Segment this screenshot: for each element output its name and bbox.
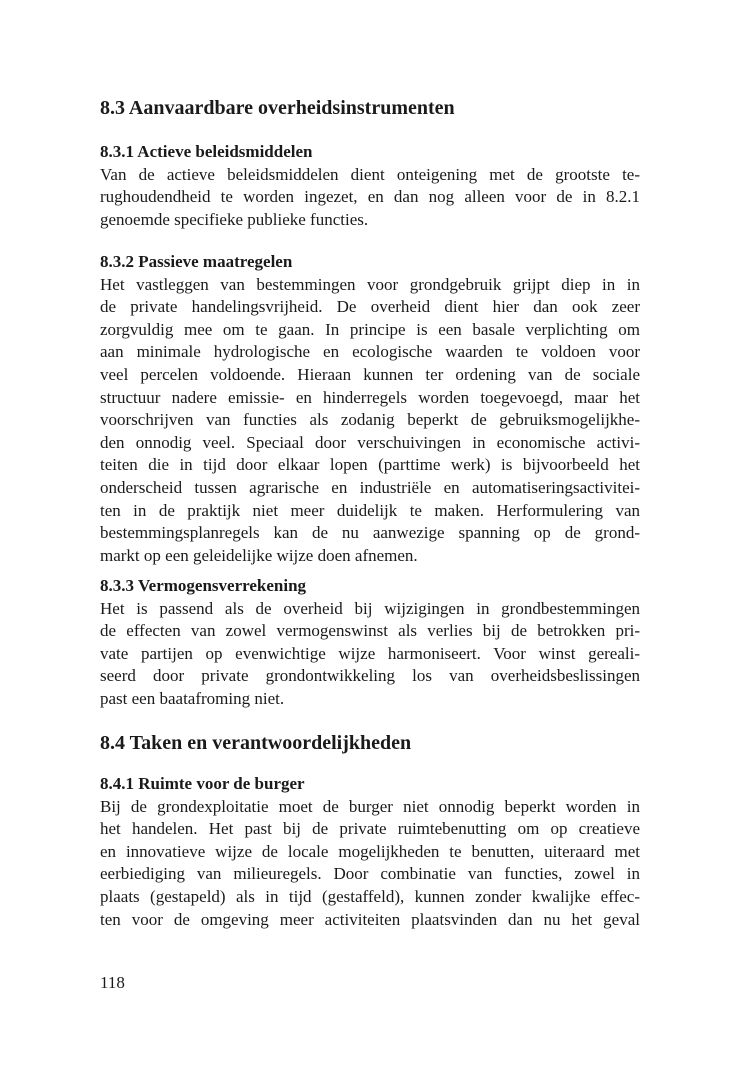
paragraph-line: bestemmingsplanregels kan de nu aanwezige spanning op de grond- bbox=[100, 523, 640, 543]
section-heading-8-3: 8.3 Aanvaardbare overheidsinstrumenten bbox=[100, 97, 455, 119]
paragraph-line: voorschrijven van functies als zodanig beperkt de gebruiksmogelijkhe- bbox=[100, 410, 640, 430]
subsection-8-4-1 bbox=[100, 773, 640, 931]
subsection-heading-8-3-1: 8.3.1 Actieve beleidsmiddelen bbox=[100, 142, 313, 161]
subsection-8-3-1 bbox=[100, 141, 640, 231]
paragraph-line: de effecten van zowel vermogenswinst als verlies bij de betrokken pri- bbox=[100, 621, 640, 641]
paragraph-line: vate partijen op evenwichtige wijze harmoniseert. Voor winst gereali- bbox=[100, 643, 640, 663]
paragraph-line: aan minimale hydrologische en ecologische waarden te voldoen voor bbox=[100, 342, 640, 362]
paragraph-line: structuur nadere emissie- en hinderregels worden toegevoegd, maar het bbox=[100, 387, 640, 407]
section-heading-8-4: 8.4 Taken en verantwoordelijkheden bbox=[100, 732, 412, 754]
paragraph-line: plaats (gestapeld) als in tijd (gestaffeld), kunnen zonder kwalijke effec- bbox=[100, 886, 640, 906]
paragraph-line: onderscheid tussen agrarische en industriële en automatiseringsactivitei- bbox=[100, 477, 640, 497]
paragraph-line: ten voor de omgeving meer activiteiten plaatsvinden dan nu het geval bbox=[100, 909, 640, 929]
subsection-8-3-3 bbox=[100, 575, 640, 711]
paragraph-line: Bij de grondexploitatie moet de burger niet onnodig beperkt worden in bbox=[100, 796, 640, 816]
paragraph-line: teiten die in tijd door elkaar lopen (parttime werk) is bijvoorbeeld het bbox=[100, 455, 640, 475]
subsection-heading-8-4-1: 8.4.1 Ruimte voor de burger bbox=[100, 774, 305, 793]
subsection-heading-8-3-3: 8.3.3 Vermogensverrekening bbox=[100, 576, 307, 595]
paragraph-line: zorgvuldig mee om te gaan. In principe is een basale verplichting om bbox=[100, 319, 640, 339]
paragraph-line: rughoudendheid te worden ingezet, en dan nog alleen voor de in 8.2.1 bbox=[100, 187, 640, 207]
paragraph-line: veel percelen voldoende. Hieraan kunnen ter ordening van de sociale bbox=[100, 364, 640, 384]
paragraph-line: markt op een geleidelijke wijze doen afnemen. bbox=[100, 545, 418, 565]
paragraph-line: Het vastleggen van bestemmingen voor grondgebruik grijpt diep in in bbox=[100, 274, 640, 294]
paragraph-line: genoemde specifieke publieke functies. bbox=[100, 209, 369, 229]
paragraph-line: de private handelingsvrijheid. De overheid dient hier dan ook zeer bbox=[100, 297, 640, 317]
paragraph-line: den onnodig veel. Speciaal door verschuivingen in economische activi- bbox=[100, 432, 640, 452]
page-number: 118 bbox=[100, 973, 125, 992]
paragraph-line: Het is passend als de overheid bij wijzigingen in grondbestemmingen bbox=[100, 598, 640, 618]
paragraph-line: ten in de praktijk niet meer duidelijk te maken. Herformulering van bbox=[100, 500, 640, 520]
paragraph-line: en innovatieve wijze de locale mogelijkheden te benutten, uiteraard met bbox=[100, 841, 640, 861]
paragraph-line: seerd door private grondontwikkeling los van overheidsbeslissingen bbox=[100, 666, 640, 686]
paragraph-line: past een baatafroming niet. bbox=[100, 688, 285, 708]
subsection-heading-8-3-2: 8.3.2 Passieve maatregelen bbox=[100, 252, 293, 271]
subsection-8-3-2 bbox=[100, 251, 640, 567]
paragraph-line: Van de actieve beleidsmiddelen dient onteigening met de grootste te- bbox=[100, 164, 640, 184]
paragraph-line: eerbiediging van milieuregels. Door combinatie van functies, zowel in bbox=[100, 864, 640, 884]
paragraph-line: het handelen. Het past bij de private ruimtebenutting om op creatieve bbox=[100, 819, 640, 839]
